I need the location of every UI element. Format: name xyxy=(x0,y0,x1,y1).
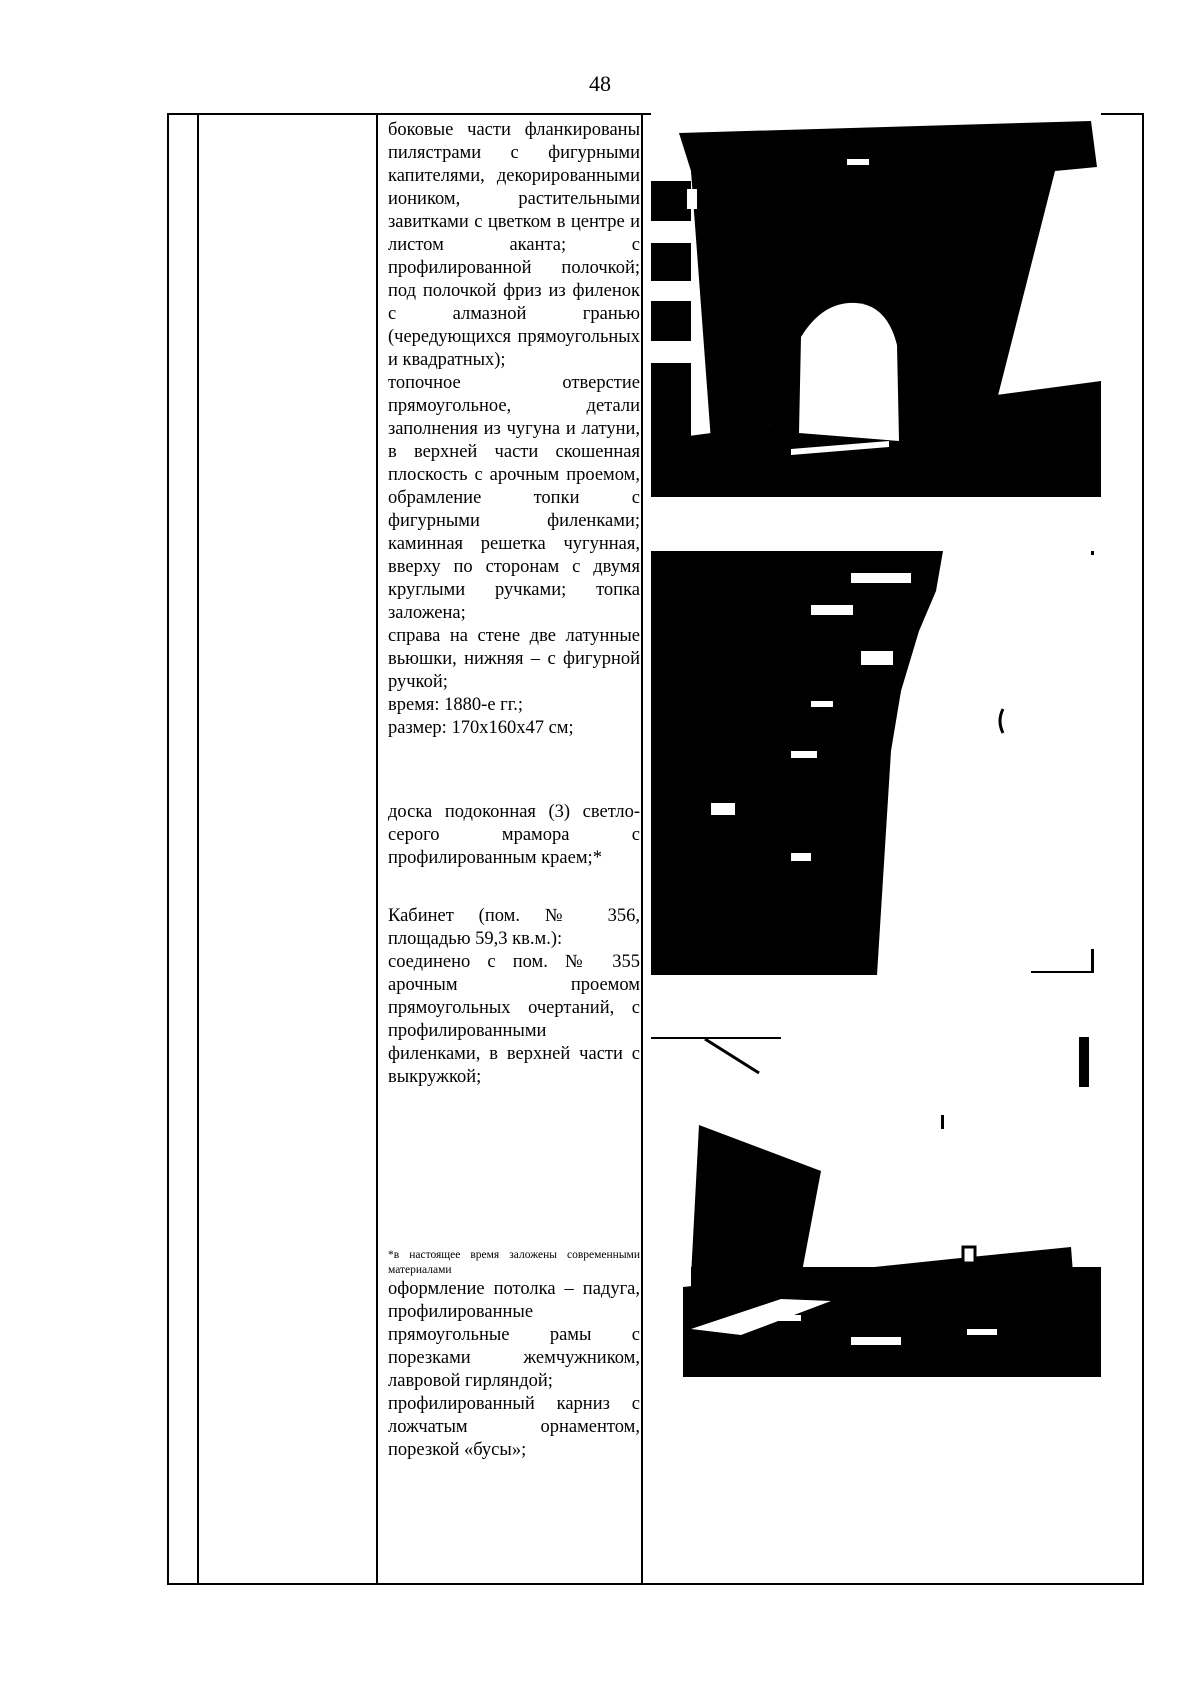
column-divider xyxy=(376,115,378,1583)
fireplace-photo xyxy=(651,111,1101,497)
page-number: 48 xyxy=(589,71,611,96)
fireplace-opening-text: топочное отверстие прямоугольное, детали заполнения из чугуна и латуни, в верхней части скошенная плоскость с арочным проемом, обрамление топки с фигурными филенками; каминная решетка чугунная, вверху по сторонам с двумя круглыми ручками; топка заложена; xyxy=(388,373,640,623)
footnote: *в настоящее время заложены современными материалами xyxy=(388,1249,640,1276)
dampers-text: справа на стене две латунные вьюшки, нижняя – с фигурной ручкой; xyxy=(388,626,640,692)
column-divider xyxy=(197,115,199,1583)
ceiling-text: оформление потолка – падуга, профилированные прямоугольные рамы с порезками жемчужником, лавровой гирляндой; xyxy=(388,1279,640,1391)
cabinet-text: соединено с пом. № 355 арочным проемом прямоугольных очертаний, с профилированными филенками, в верхней части с выкружкой; xyxy=(388,952,640,1087)
fireplace-pilasters-text: боковые части фланкированы пилястрами с фигурными капителями, декорированными иоником, растительными завитками с цветком в центре и листом аканта; с профилированной полочкой; под полочкой фриз из филенок с алмазной гранью (чередующихся прямоугольных и квадратных); xyxy=(388,120,640,370)
cabinet-title: Кабинет (пом. № 356, площадью 59,3 кв.м.): xyxy=(388,906,640,949)
ceiling-photo xyxy=(651,1037,1101,1377)
column-divider xyxy=(641,115,643,1583)
cornice-text: профилированный карниз с ложчатым орнаментом, порезкой «бусы»; xyxy=(388,1394,640,1460)
fireplace-detail-photo xyxy=(651,551,1101,975)
size-text: размер: 170х160х47 см; xyxy=(388,718,574,738)
windowsill-text: доска подоконная (3) светло-серого мрамора с профилированным краем;* xyxy=(388,802,640,868)
date-text: время: 1880-е гг.; xyxy=(388,695,524,715)
description-table xyxy=(167,113,1144,1585)
